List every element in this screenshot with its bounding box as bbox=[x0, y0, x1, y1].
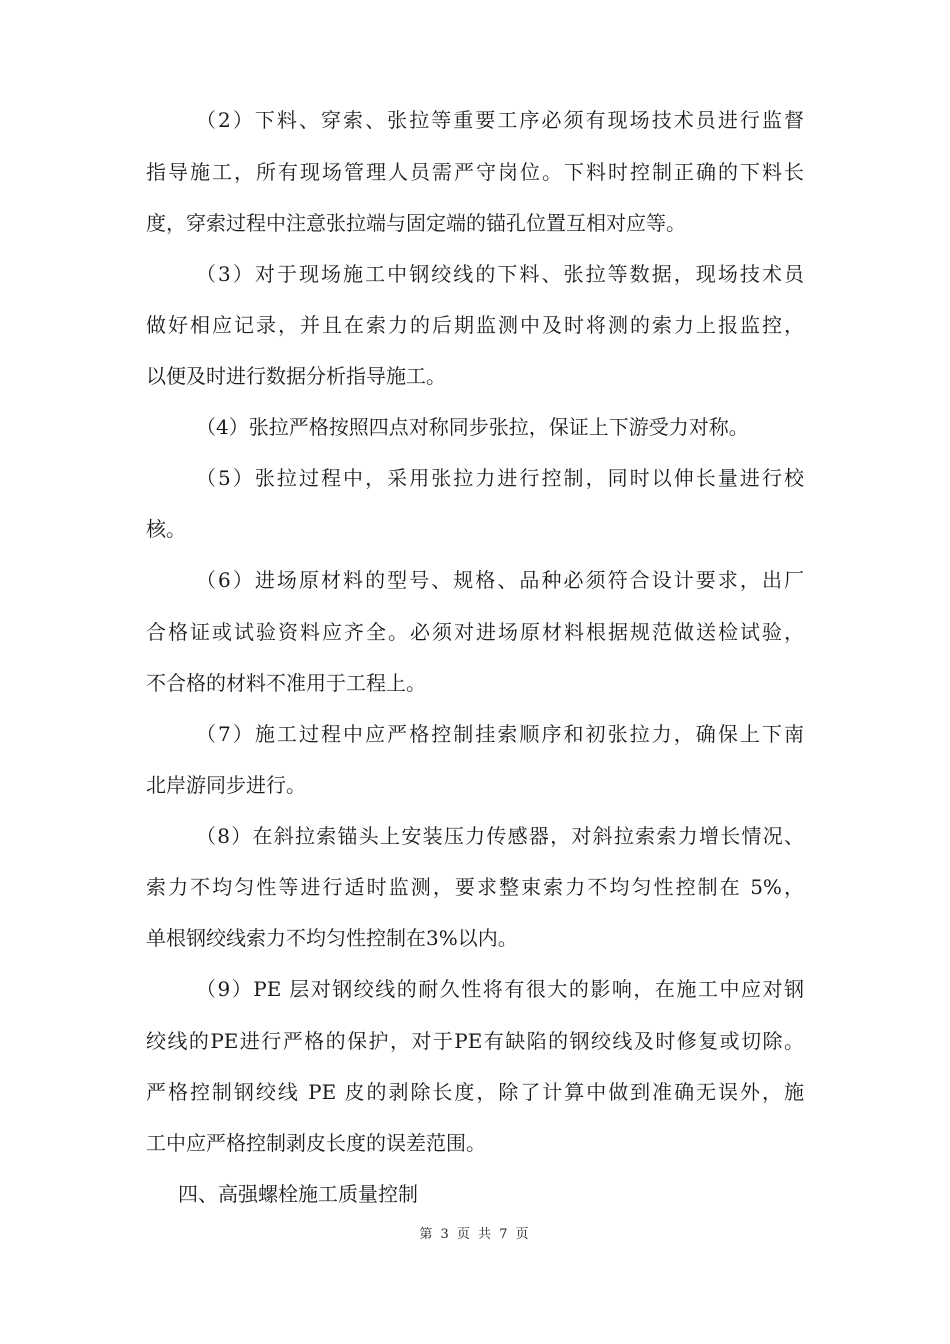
paragraph-5-line-2: 核。 bbox=[146, 517, 186, 541]
paragraph-2-line-1: （2）下料、穿索、张拉等重要工序必须有现场技术员进行监督 bbox=[196, 108, 804, 132]
paragraph-2-line-3: 度，穿索过程中注意张拉端与固定端的锚孔位置互相对应等。 bbox=[146, 211, 686, 235]
paragraph-3-line-1: （3）对于现场施工中钢绞线的下料、张拉等数据，现场技术员 bbox=[196, 262, 804, 286]
paragraph-6-line-2: 合格证或试验资料应齐全。必须对进场原材料根据规范做送检试验， bbox=[146, 620, 804, 644]
paragraph-8-line-2: 索力不均匀性等进行适时监测，要求整束索力不均匀性控制在 5%， bbox=[146, 875, 804, 899]
paragraph-3-line-3: 以便及时进行数据分析指导施工。 bbox=[146, 364, 446, 388]
paragraph-3-line-2: 做好相应记录，并且在索力的后期监测中及时将测的索力上报监控， bbox=[146, 313, 804, 337]
paragraph-8-line-1: （8）在斜拉索锚头上安装压力传感器，对斜拉索索力增长情况、 bbox=[196, 824, 804, 848]
paragraph-8-line-3: 单根钢绞线索力不均匀性控制在3%以内。 bbox=[146, 926, 518, 950]
section-heading: 四、高强螺栓施工质量控制 bbox=[178, 1182, 418, 1206]
paragraph-5-line-1: （5）张拉过程中，采用张拉力进行控制，同时以伸长量进行校 bbox=[196, 466, 804, 490]
paragraph-9-line-3: 严格控制钢绞线 PE 皮的剥除长度，除了计算中做到准确无误外，施 bbox=[146, 1080, 804, 1104]
page-footer: 第 3 页 共 7 页 bbox=[419, 1227, 531, 1242]
paragraph-6-line-3: 不合格的材料不准用于工程上。 bbox=[146, 671, 426, 695]
paragraph-6-line-1: （6）进场原材料的型号、规格、品种必须符合设计要求，出厂 bbox=[196, 568, 804, 592]
paragraph-9-line-4: 工中应严格控制剥皮长度的误差范围。 bbox=[146, 1131, 486, 1155]
paragraph-9-line-2: 绞线的PE进行严格的保护，对于PE有缺陷的钢绞线及时修复或切除。 bbox=[146, 1029, 804, 1053]
paragraph-4-line-1: （4）张拉严格按照四点对称同步张拉，保证上下游受力对称。 bbox=[196, 415, 749, 439]
paragraph-2-line-2: 指导施工，所有现场管理人员需严守岗位。下料时控制正确的下料长 bbox=[146, 160, 804, 184]
paragraph-7-line-2: 北岸游同步进行。 bbox=[146, 773, 306, 797]
paragraph-9-line-1: （9）PE 层对钢绞线的耐久性将有很大的影响，在施工中应对钢 bbox=[196, 977, 804, 1001]
paragraph-7-line-1: （7）施工过程中应严格控制挂索顺序和初张拉力，确保上下南 bbox=[196, 722, 804, 746]
